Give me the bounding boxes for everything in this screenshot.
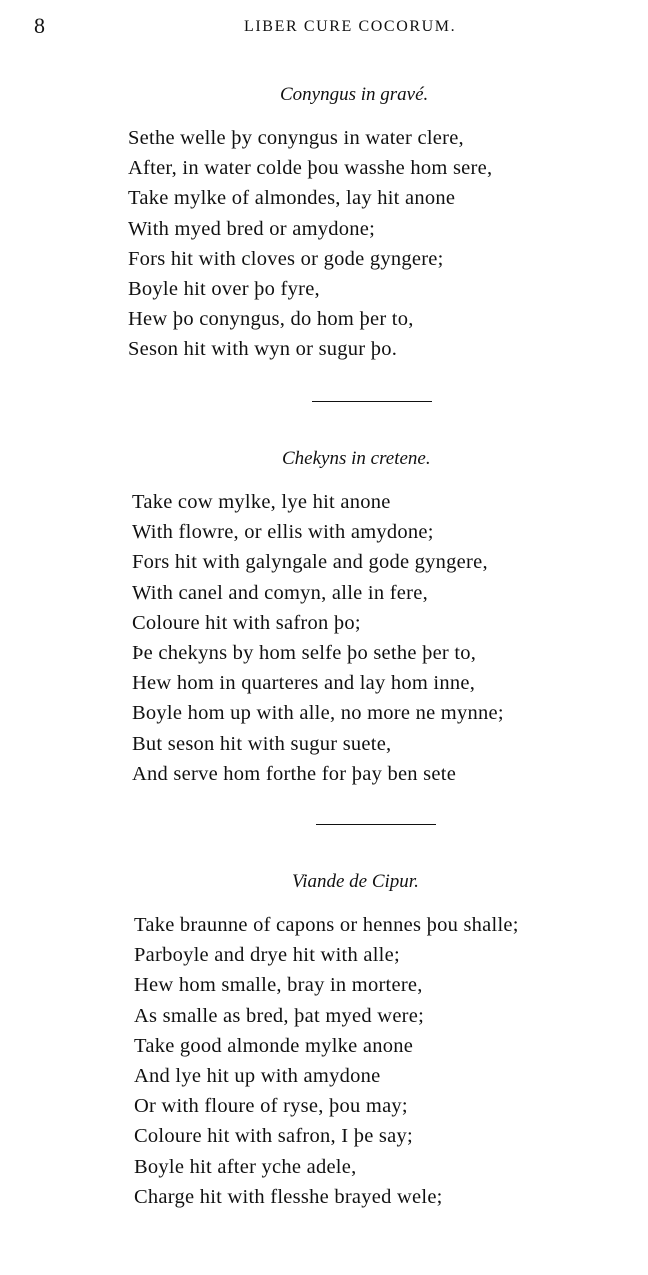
verse-line: Charge hit with flesshe brayed wele;	[134, 1185, 443, 1208]
verse-line: With myed bred or amydone;	[128, 217, 376, 240]
verse-line: With flowre, or ellis with amydone;	[132, 521, 434, 544]
verse-line: Boyle hit after yche adele,	[134, 1155, 357, 1178]
section-title-conyngus: Conyngus in gravé.	[280, 84, 429, 105]
verse-conyngus	[128, 123, 492, 365]
section-title-chekyns: Chekyns in cretene.	[282, 448, 431, 469]
verse-chekyns	[132, 487, 504, 789]
verse-line: Boyle hit over þo fyre,	[128, 277, 320, 300]
page-number: 8	[34, 13, 45, 38]
page-header	[0, 14, 648, 38]
section-divider	[316, 824, 436, 825]
verse-line: Hew hom in quarteres and lay hom inne,	[132, 672, 476, 695]
running-title: LIBER CURE COCORUM.	[244, 18, 457, 35]
section-divider	[312, 401, 432, 402]
verse-line: After, in water colde þou wasshe hom sere,	[128, 157, 493, 180]
verse-line: Fors hit with galyngale and gode gyngere,	[132, 551, 488, 574]
verse-line: Hew þo conyngus, do hom þer to,	[128, 308, 414, 331]
verse-line: Coloure hit with safron þo;	[132, 611, 361, 634]
verse-viande	[134, 910, 519, 1212]
verse-line: Take cow mylke, lye hit anone	[132, 491, 391, 513]
verse-line: Fors hit with cloves or gode gyngere;	[128, 247, 444, 270]
verse-line: Hew hom smalle, bray in mortere,	[134, 974, 423, 997]
verse-line: But seson hit with sugur suete,	[132, 732, 392, 755]
verse-line: As smalle as bred, þat myed were;	[134, 1004, 425, 1027]
verse-line: Take mylke of almondes, lay hit anone	[128, 187, 456, 210]
verse-line: Seson hit with wyn or sugur þo.	[128, 338, 398, 361]
verse-line: Take good almonde mylke anone	[134, 1034, 414, 1057]
verse-line: And lye hit up with amydone	[134, 1064, 381, 1087]
verse-line: Þe chekyns by hom selfe þo sethe þer to,	[132, 641, 477, 664]
verse-line: Boyle hom up with alle, no more ne mynne;	[132, 702, 504, 725]
verse-line: Or with floure of ryse, þou may;	[134, 1095, 408, 1118]
verse-line: Coloure hit with safron, I þe say;	[134, 1125, 413, 1148]
verse-line: With canel and comyn, alle in fere,	[132, 581, 428, 604]
verse-line: Sethe welle þy conyngus in water clere,	[128, 127, 464, 149]
verse-line: And serve hom forthe for þay ben sete	[132, 762, 457, 785]
verse-line: Take braunne of capons or hennes þou shalle;	[134, 914, 519, 936]
section-title-viande: Viande de Cipur.	[292, 871, 419, 892]
verse-line: Parboyle and drye hit with alle;	[134, 944, 400, 967]
